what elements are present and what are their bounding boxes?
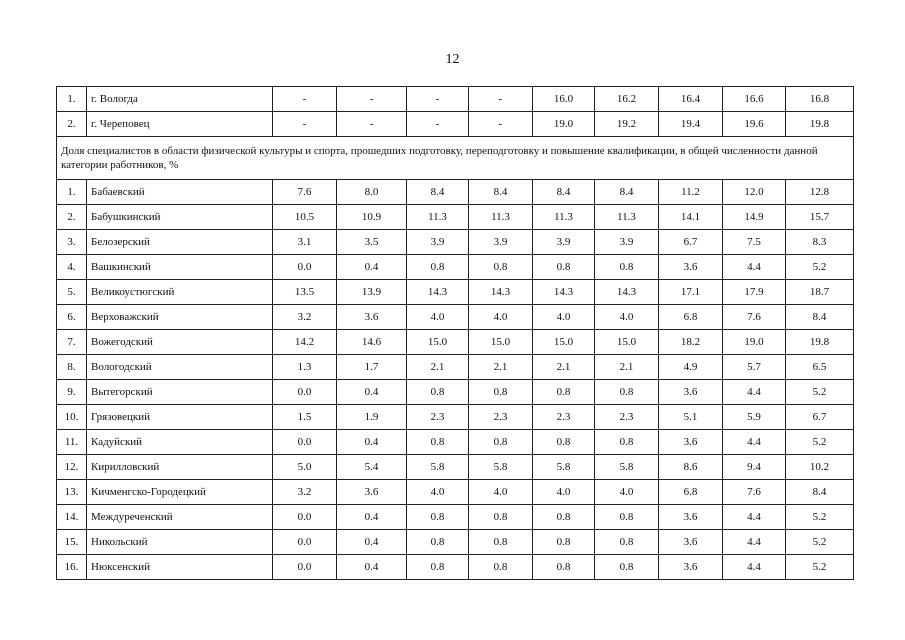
row-number: 13. (57, 480, 87, 505)
value-cell: 3.6 (337, 480, 407, 505)
value-cell: 0.8 (407, 505, 469, 530)
value-cell: 0.4 (337, 555, 407, 580)
table-row (57, 330, 854, 355)
table-row (57, 87, 854, 112)
value-cell: 7.6 (723, 305, 786, 330)
value-cell: 8.4 (407, 180, 469, 205)
value-cell: 5.8 (407, 455, 469, 480)
value-cell: 4.9 (659, 355, 723, 380)
value-cell: 4.0 (595, 480, 659, 505)
row-number: 12. (57, 455, 87, 480)
table-row (57, 405, 854, 430)
value-cell: 3.6 (659, 505, 723, 530)
value-cell: 0.8 (533, 530, 595, 555)
value-cell: 1.9 (337, 405, 407, 430)
value-cell: 5.2 (786, 255, 854, 280)
value-cell: 15.7 (786, 205, 854, 230)
section-row (57, 137, 854, 180)
value-cell: 3.2 (273, 305, 337, 330)
value-cell: 19.0 (723, 330, 786, 355)
row-number: 8. (57, 355, 87, 380)
value-cell: 6.5 (786, 355, 854, 380)
row-name: г. Череповец (87, 112, 273, 137)
value-cell: 5.2 (786, 505, 854, 530)
row-number: 4. (57, 255, 87, 280)
value-cell: 5.9 (723, 405, 786, 430)
table-row (57, 205, 854, 230)
value-cell: 3.1 (273, 230, 337, 255)
value-cell: 0.8 (407, 555, 469, 580)
value-cell: 4.4 (723, 380, 786, 405)
value-cell: - (337, 112, 407, 137)
value-cell: 3.9 (533, 230, 595, 255)
value-cell: 3.2 (273, 480, 337, 505)
value-cell: 0.8 (533, 380, 595, 405)
value-cell: 5.4 (337, 455, 407, 480)
value-cell: 3.6 (659, 255, 723, 280)
row-number: 5. (57, 280, 87, 305)
value-cell: 1.5 (273, 405, 337, 430)
value-cell: 15.0 (595, 330, 659, 355)
value-cell: 4.0 (407, 480, 469, 505)
value-cell: 14.3 (407, 280, 469, 305)
table-row (57, 430, 854, 455)
value-cell: 19.0 (533, 112, 595, 137)
value-cell: 16.8 (786, 87, 854, 112)
value-cell: 7.6 (273, 180, 337, 205)
table-row (57, 280, 854, 305)
value-cell: 0.8 (595, 380, 659, 405)
row-name: г. Вологда (87, 87, 273, 112)
value-cell: 5.2 (786, 430, 854, 455)
row-name: Никольский (87, 530, 273, 555)
value-cell: 8.4 (786, 305, 854, 330)
value-cell: 12.8 (786, 180, 854, 205)
row-name: Вытегорский (87, 380, 273, 405)
value-cell: 0.8 (469, 505, 533, 530)
value-cell: - (407, 112, 469, 137)
value-cell: 18.2 (659, 330, 723, 355)
row-name: Вологодский (87, 355, 273, 380)
table-row (57, 555, 854, 580)
value-cell: 0.0 (273, 255, 337, 280)
value-cell: 14.3 (469, 280, 533, 305)
row-number: 2. (57, 112, 87, 137)
value-cell: 3.9 (595, 230, 659, 255)
value-cell: 0.8 (533, 555, 595, 580)
value-cell: 19.8 (786, 330, 854, 355)
value-cell: 4.0 (469, 480, 533, 505)
value-cell: 19.6 (723, 112, 786, 137)
row-name: Вашкинский (87, 255, 273, 280)
value-cell: 4.4 (723, 530, 786, 555)
value-cell: 3.6 (337, 305, 407, 330)
table-row (57, 112, 854, 137)
value-cell: 3.9 (407, 230, 469, 255)
value-cell: 17.9 (723, 280, 786, 305)
table-row (57, 530, 854, 555)
value-cell: 6.8 (659, 305, 723, 330)
value-cell: 5.2 (786, 530, 854, 555)
row-number: 2. (57, 205, 87, 230)
row-name: Верховажский (87, 305, 273, 330)
value-cell: 9.4 (723, 455, 786, 480)
row-number: 1. (57, 180, 87, 205)
value-cell: 0.8 (533, 505, 595, 530)
value-cell: 0.8 (469, 555, 533, 580)
value-cell: 0.8 (469, 530, 533, 555)
value-cell: 2.3 (407, 405, 469, 430)
value-cell: 0.8 (595, 555, 659, 580)
value-cell: 0.0 (273, 380, 337, 405)
row-name: Грязовецкий (87, 405, 273, 430)
value-cell: 8.4 (595, 180, 659, 205)
value-cell: 3.6 (659, 555, 723, 580)
value-cell: 1.3 (273, 355, 337, 380)
value-cell: - (407, 87, 469, 112)
value-cell: 7.5 (723, 230, 786, 255)
value-cell: 8.6 (659, 455, 723, 480)
value-cell: 16.4 (659, 87, 723, 112)
value-cell: 0.4 (337, 380, 407, 405)
value-cell: 14.3 (595, 280, 659, 305)
value-cell: 5.7 (723, 355, 786, 380)
row-number: 1. (57, 87, 87, 112)
value-cell: 8.3 (786, 230, 854, 255)
row-name: Бабаевский (87, 180, 273, 205)
row-number: 14. (57, 505, 87, 530)
row-number: 16. (57, 555, 87, 580)
row-number: 10. (57, 405, 87, 430)
row-number: 15. (57, 530, 87, 555)
value-cell: 0.8 (407, 530, 469, 555)
row-name: Бабушкинский (87, 205, 273, 230)
value-cell: 3.5 (337, 230, 407, 255)
value-cell: 4.0 (533, 480, 595, 505)
value-cell: 13.5 (273, 280, 337, 305)
value-cell: 8.4 (469, 180, 533, 205)
value-cell: 19.8 (786, 112, 854, 137)
row-name: Кичменгско-Городецкий (87, 480, 273, 505)
value-cell: 19.4 (659, 112, 723, 137)
value-cell: 0.8 (533, 430, 595, 455)
value-cell: 0.8 (407, 255, 469, 280)
value-cell: 0.0 (273, 430, 337, 455)
value-cell: 14.9 (723, 205, 786, 230)
value-cell: 10.2 (786, 455, 854, 480)
value-cell: - (469, 112, 533, 137)
value-cell: 4.4 (723, 430, 786, 455)
row-name: Нюксенский (87, 555, 273, 580)
section-header (57, 137, 854, 180)
value-cell: 14.1 (659, 205, 723, 230)
value-cell: 0.8 (469, 255, 533, 280)
value-cell: 13.9 (337, 280, 407, 305)
table-row (57, 255, 854, 280)
value-cell: 3.9 (469, 230, 533, 255)
value-cell: 8.0 (337, 180, 407, 205)
value-cell: - (469, 87, 533, 112)
city-rows (57, 87, 854, 137)
value-cell: 15.0 (407, 330, 469, 355)
value-cell: 0.8 (407, 380, 469, 405)
value-cell: 14.6 (337, 330, 407, 355)
value-cell: 6.7 (786, 405, 854, 430)
value-cell: 6.7 (659, 230, 723, 255)
value-cell: 0.8 (595, 255, 659, 280)
value-cell: 14.2 (273, 330, 337, 355)
value-cell: 12.0 (723, 180, 786, 205)
row-name: Вожегодский (87, 330, 273, 355)
section-title: Доля специалистов в области физической культуры и спорта, прошедших подготовку, переподготовку и повышение квалификации, в общей численности данной категории работников, % (57, 137, 854, 180)
value-cell: 10.5 (273, 205, 337, 230)
value-cell: 2.1 (533, 355, 595, 380)
value-cell: 2.1 (595, 355, 659, 380)
table-row (57, 305, 854, 330)
value-cell: 0.0 (273, 505, 337, 530)
value-cell: 0.0 (273, 555, 337, 580)
value-cell: 4.0 (595, 305, 659, 330)
value-cell: 0.8 (595, 505, 659, 530)
row-number: 7. (57, 330, 87, 355)
district-rows (57, 180, 854, 580)
value-cell: 5.0 (273, 455, 337, 480)
table-row (57, 230, 854, 255)
value-cell: 4.0 (407, 305, 469, 330)
value-cell: 8.4 (786, 480, 854, 505)
value-cell: 0.4 (337, 505, 407, 530)
value-cell: 5.2 (786, 380, 854, 405)
value-cell: 0.0 (273, 530, 337, 555)
value-cell: 18.7 (786, 280, 854, 305)
value-cell: 11.3 (595, 205, 659, 230)
value-cell: - (337, 87, 407, 112)
value-cell: 4.4 (723, 555, 786, 580)
value-cell: 5.1 (659, 405, 723, 430)
table-row (57, 355, 854, 380)
value-cell: 5.8 (533, 455, 595, 480)
value-cell: 0.4 (337, 530, 407, 555)
value-cell: 0.4 (337, 255, 407, 280)
value-cell: 5.2 (786, 555, 854, 580)
row-number: 3. (57, 230, 87, 255)
page-number: 12 (445, 52, 460, 67)
value-cell: 2.1 (407, 355, 469, 380)
value-cell: 2.3 (469, 405, 533, 430)
row-name: Междуреченский (87, 505, 273, 530)
value-cell: 17.1 (659, 280, 723, 305)
value-cell: - (273, 87, 337, 112)
value-cell: 11.2 (659, 180, 723, 205)
value-cell: 4.0 (469, 305, 533, 330)
value-cell: 0.8 (595, 530, 659, 555)
value-cell: 5.8 (595, 455, 659, 480)
value-cell: 19.2 (595, 112, 659, 137)
value-cell: 0.8 (407, 430, 469, 455)
table-row (57, 480, 854, 505)
value-cell: 0.8 (469, 380, 533, 405)
value-cell: 16.0 (533, 87, 595, 112)
row-name: Кирилловский (87, 455, 273, 480)
value-cell: 11.3 (533, 205, 595, 230)
table-row (57, 505, 854, 530)
row-name: Белозерский (87, 230, 273, 255)
row-number: 11. (57, 430, 87, 455)
value-cell: 3.6 (659, 380, 723, 405)
row-name: Великоустюгский (87, 280, 273, 305)
value-cell: 2.3 (533, 405, 595, 430)
value-cell: 0.8 (533, 255, 595, 280)
value-cell: 2.3 (595, 405, 659, 430)
value-cell: 11.3 (469, 205, 533, 230)
table-row (57, 180, 854, 205)
value-cell: 2.1 (469, 355, 533, 380)
value-cell: 14.3 (533, 280, 595, 305)
value-cell: 6.8 (659, 480, 723, 505)
value-cell: 4.4 (723, 255, 786, 280)
value-cell: - (273, 112, 337, 137)
value-cell: 0.8 (595, 430, 659, 455)
value-cell: 4.0 (533, 305, 595, 330)
value-cell: 16.6 (723, 87, 786, 112)
row-number: 9. (57, 380, 87, 405)
indicator-table (56, 86, 854, 580)
value-cell: 3.6 (659, 530, 723, 555)
value-cell: 0.4 (337, 430, 407, 455)
value-cell: 5.8 (469, 455, 533, 480)
table-row (57, 455, 854, 480)
value-cell: 7.6 (723, 480, 786, 505)
value-cell: 1.7 (337, 355, 407, 380)
value-cell: 15.0 (469, 330, 533, 355)
row-name: Кадуйский (87, 430, 273, 455)
value-cell: 0.8 (469, 430, 533, 455)
value-cell: 10.9 (337, 205, 407, 230)
value-cell: 3.6 (659, 430, 723, 455)
value-cell: 8.4 (533, 180, 595, 205)
table-row (57, 380, 854, 405)
value-cell: 15.0 (533, 330, 595, 355)
value-cell: 11.3 (407, 205, 469, 230)
value-cell: 16.2 (595, 87, 659, 112)
row-number: 6. (57, 305, 87, 330)
value-cell: 4.4 (723, 505, 786, 530)
